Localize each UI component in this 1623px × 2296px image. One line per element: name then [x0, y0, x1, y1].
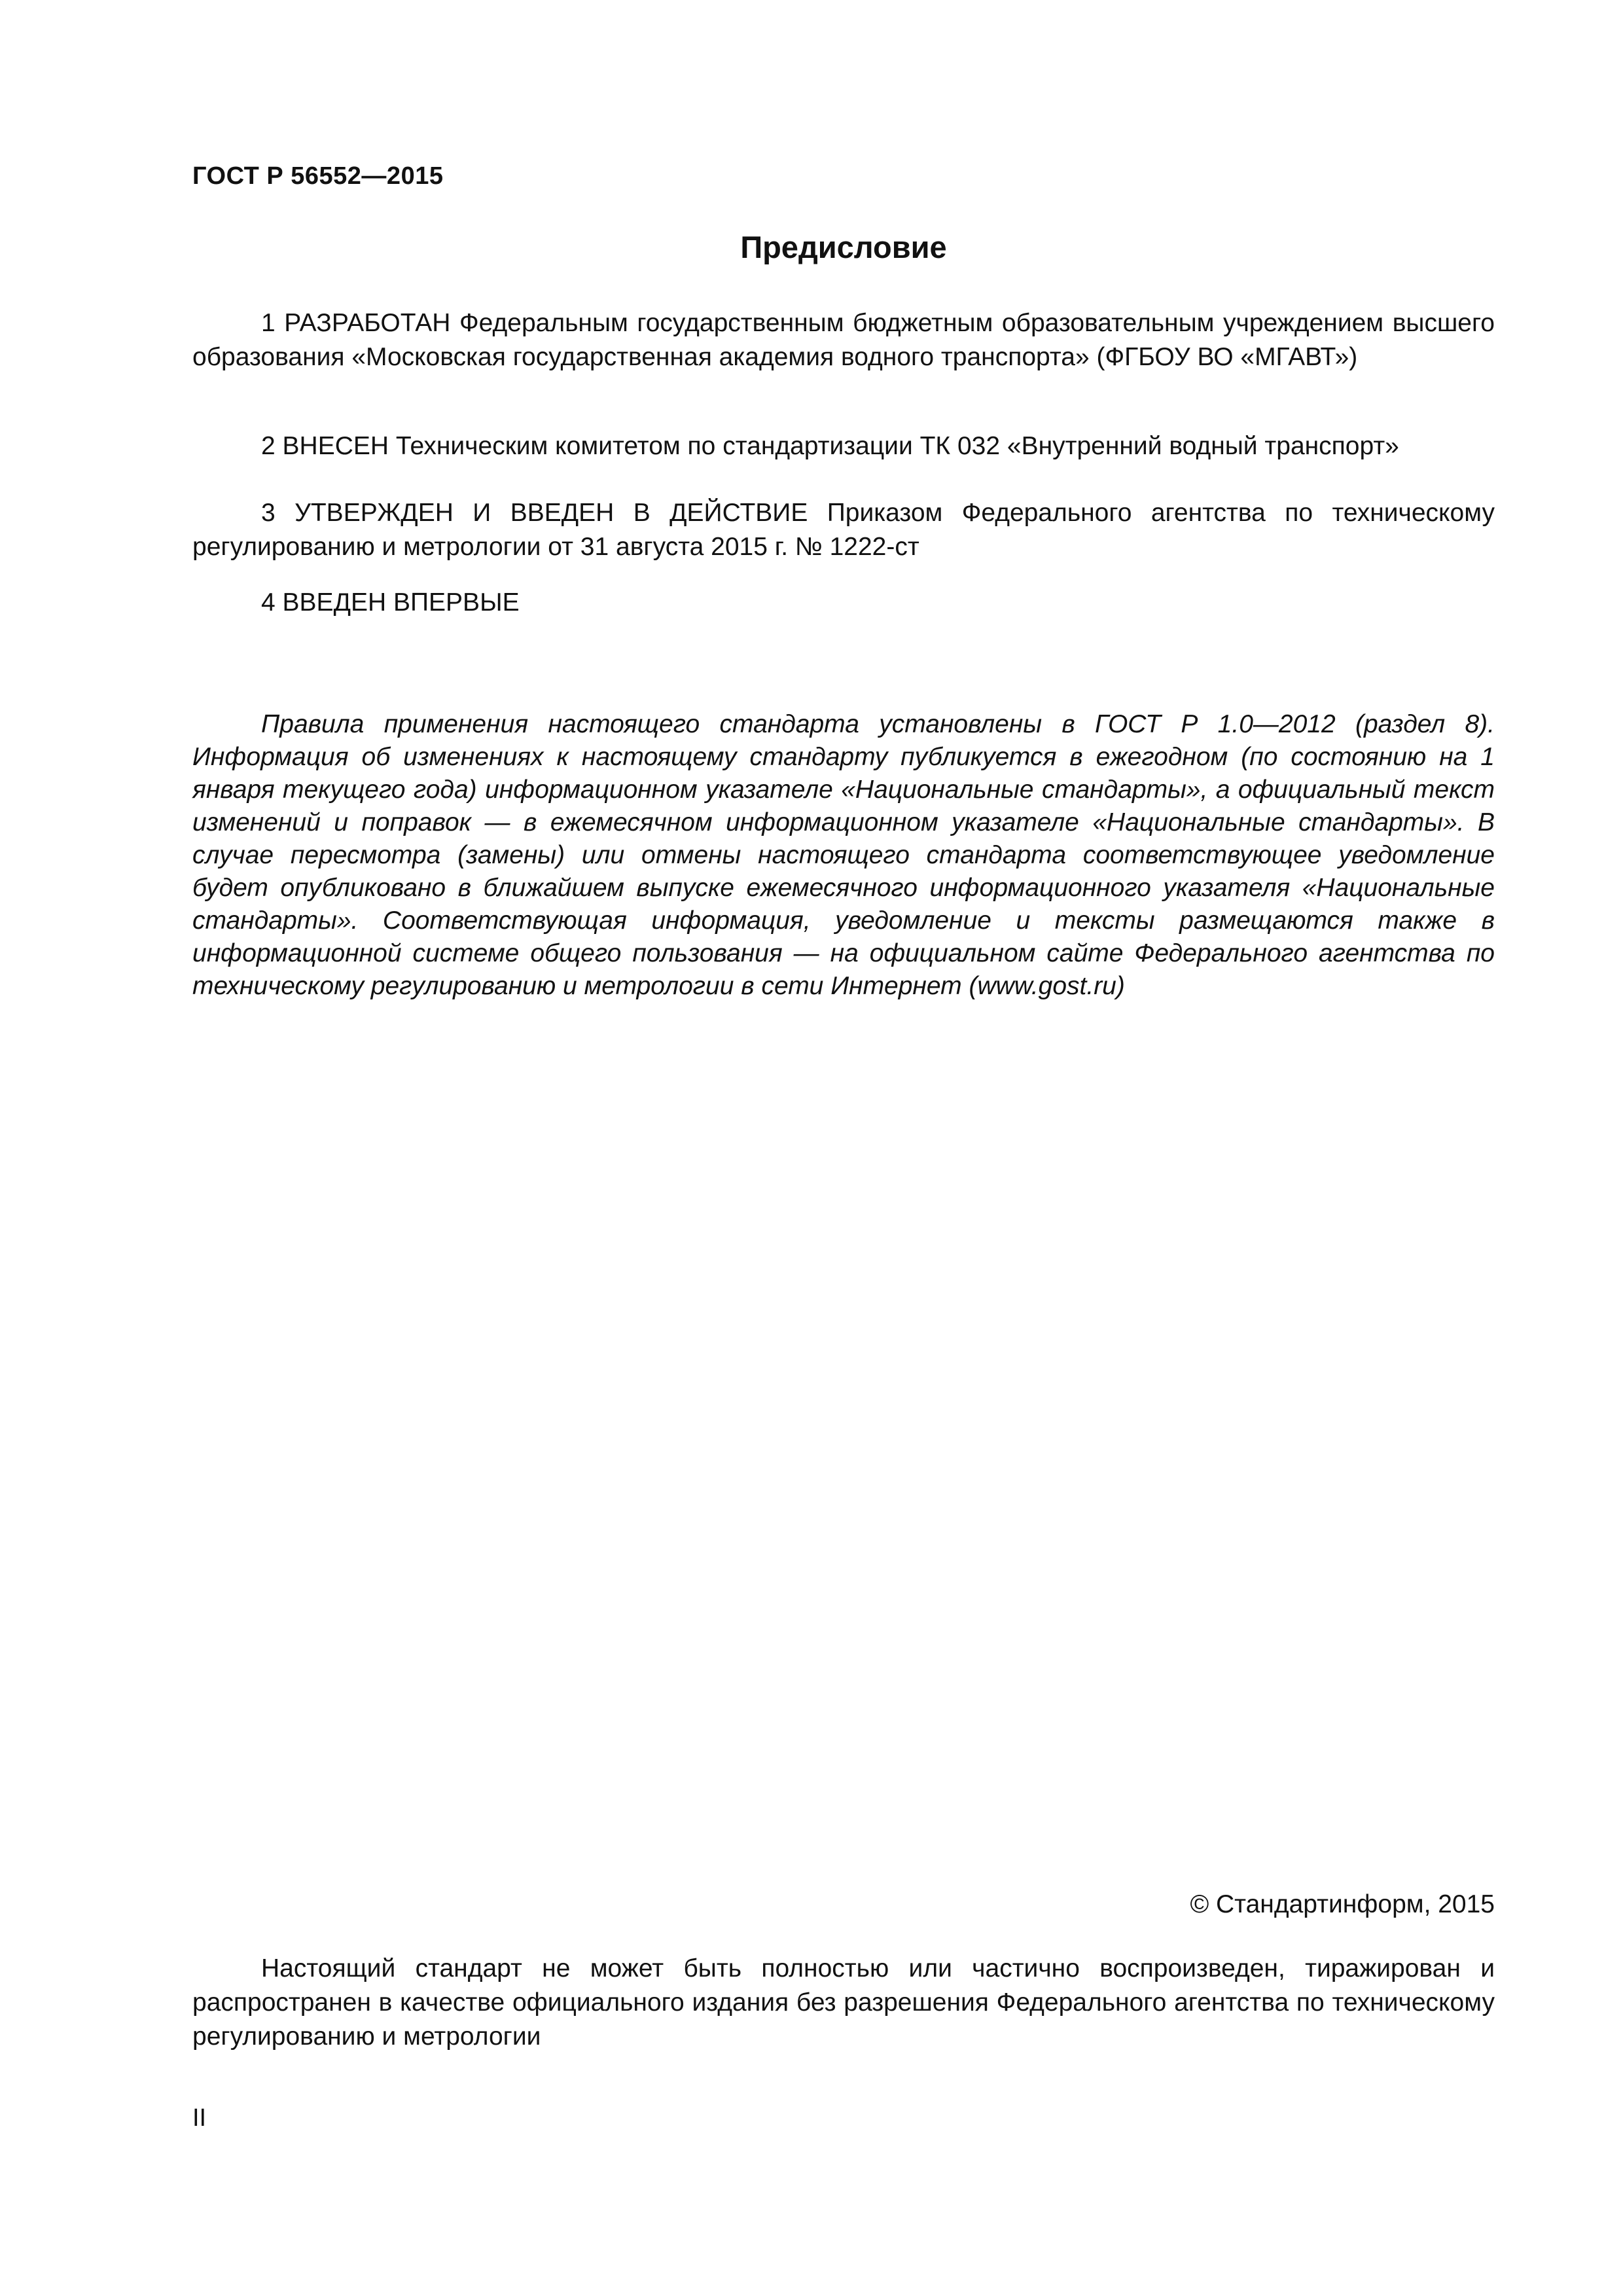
- notice-text: Правила применения настоящего стандарта установлены в ГОСТ Р 1.0—2012 (раздел 8). Информация об изменениях к настоящему стандарту публикуется в ежегодном (по состоянию на 1 января текущего года) информационном указателе «Национальные стандарты», а официальный текст изменений и поправок — в ежемесячном информационном указателе «Национальные стандарты». В случае пересмотра (замены) или отмены настоящего стандарта соответствующее уведомление будет опубликовано в ближайшем выпуске ежемесячного информационного указателя «Национальные стандарты». Соответствующая информация, уведомление и тексты размещаются также в информационной системе общего пользования — на официальном сайте Федерального агентства по техническому регулированию и метрологии в сети Интернет (www.gost.ru): [192, 710, 1495, 1000]
- foreword-item-text: 4 ВВЕДЕН ВПЕРВЫЕ: [261, 588, 520, 617]
- foreword-item-text: 1 РАЗРАБОТАН Федеральным государственным бюджетным образовательным учреждением высшего образования «Московская государственная академия водного транспорта» (ФГБОУ ВО «МГАВТ»): [192, 309, 1495, 371]
- reproduction-restriction-note: [192, 1952, 1495, 2054]
- foreword-item-text: 3 УТВЕРЖДЕН И ВВЕДЕН В ДЕЙСТВИЕ Приказом Федерального агентства по техническому регулированию и метрологии от 31 августа 2015 г. № 1222-ст: [192, 499, 1495, 561]
- footer-note-text: Настоящий стандарт не может быть полностью или частично воспроизведен, тиражирован и распространен в качестве официального издания без разрешения Федерального агентства по техническому регулированию и метрологии: [192, 1954, 1495, 2051]
- copyright-line: © Стандартинформ, 2015: [1190, 1890, 1495, 1918]
- foreword-item-first-introduced: [192, 586, 1495, 620]
- foreword-item-approved: [192, 496, 1495, 564]
- foreword-item-developed: [192, 306, 1495, 374]
- standard-code-header: ГОСТ Р 56552—2015: [192, 162, 444, 190]
- application-rules-notice: [192, 708, 1495, 1003]
- foreword-item-introduced: [192, 429, 1495, 463]
- foreword-item-text: 2 ВНЕСЕН Техническим комитетом по стандартизации ТК 032 «Внутренний водный транспорт»: [261, 432, 1399, 460]
- page-title: Предисловие: [740, 230, 947, 264]
- page-number: II: [192, 2104, 207, 2132]
